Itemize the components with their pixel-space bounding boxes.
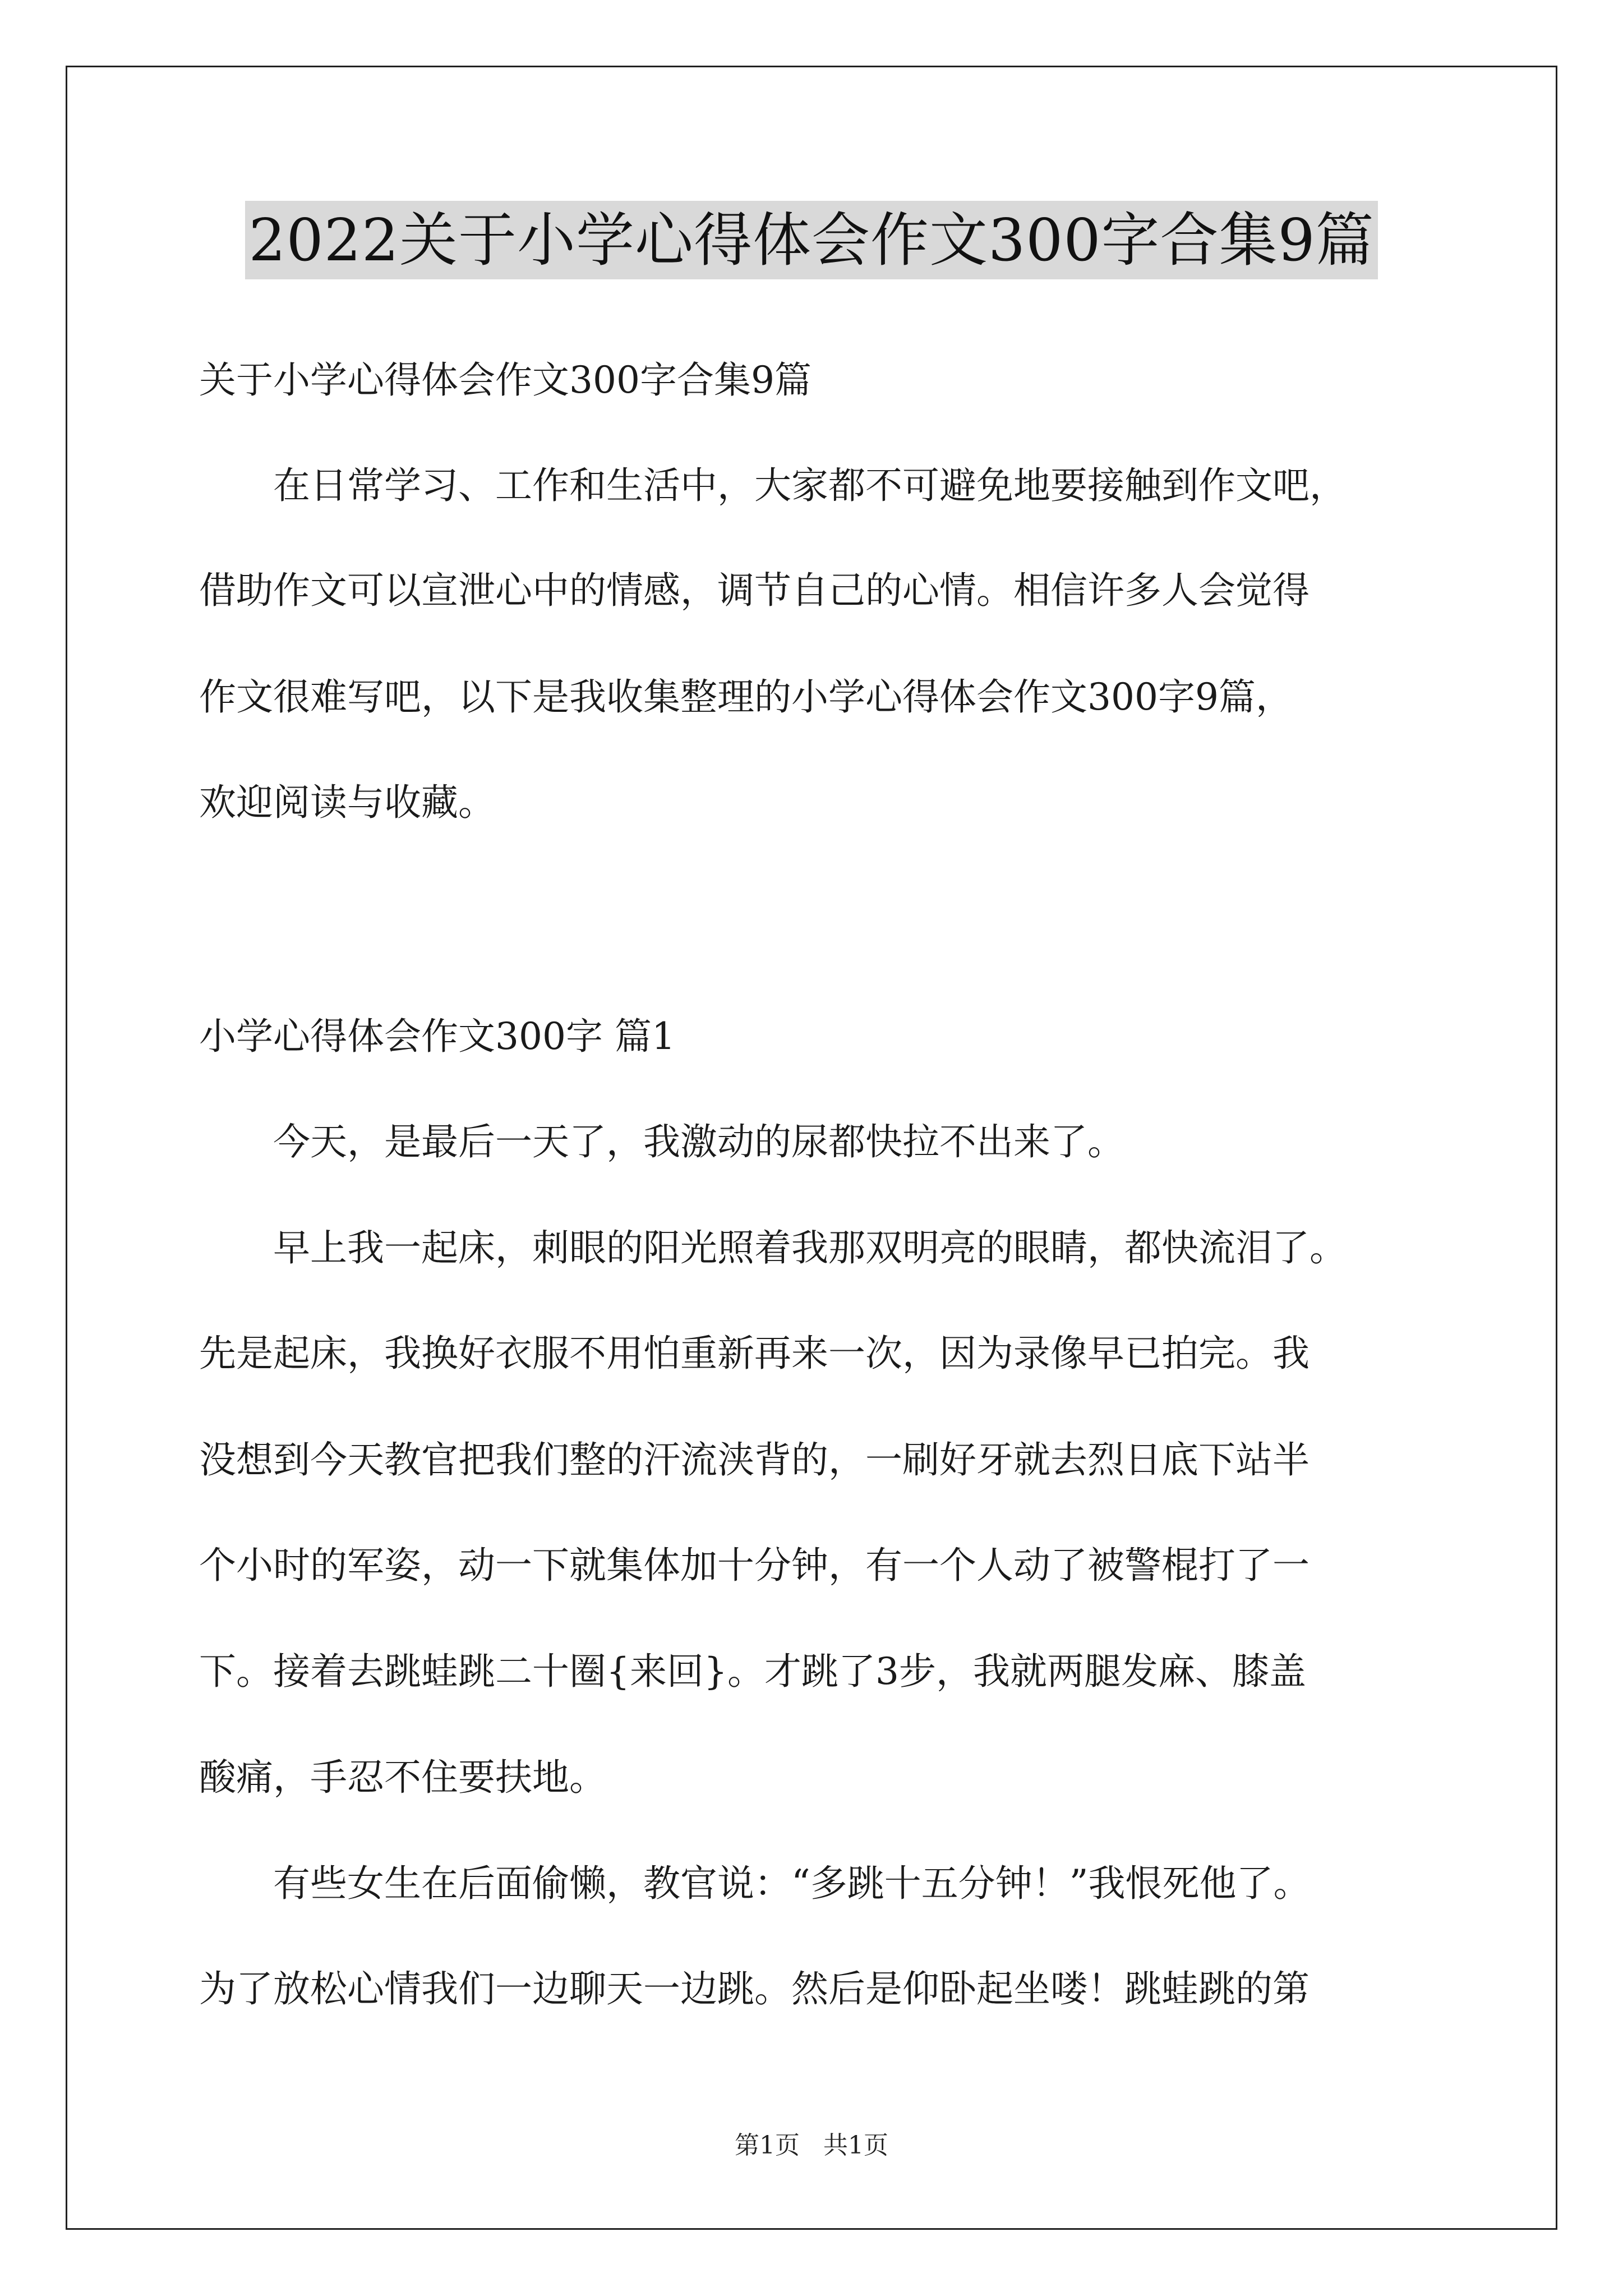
paragraph-line: 作文很难写吧，以下是我收集整理的小学心得体会作文300字9篇， <box>199 675 1293 719</box>
document-title: 2022关于小学心得体会作文300字合集9篇 <box>245 201 1377 279</box>
paragraph-line: 为了放松心情我们一边聊天一边跳。然后是仰卧起坐喽！跳蛙跳的第 <box>199 1967 1310 2010</box>
paragraph-line: 酸痛，手忍不住要扶地。 <box>199 1756 606 1799</box>
subtitle-line: 关于小学心得体会作文300字合集9篇 <box>199 358 811 402</box>
paragraph-line: 借助作文可以宣泄心中的情感，调节自己的心情。相信许多人会觉得 <box>199 569 1310 612</box>
paragraph-line: 在日常学习、工作和生活中，大家都不可避免地要接触到作文吧， <box>199 464 1347 507</box>
paragraph-line: 早上我一起床，刺眼的阳光照着我那双明亮的眼睛，都快流泪了。 <box>199 1226 1347 1269</box>
paragraph-line: 今天，是最后一天了，我激动的尿都快拉不出来了。 <box>199 1120 1124 1163</box>
page-total: 共1页 <box>823 2131 888 2160</box>
page-number: 第1页 <box>735 2131 800 2160</box>
page-footer <box>0 2132 1623 2160</box>
paragraph-line: 下。接着去跳蛙跳二十圈{来回}。才跳了3步，我就两腿发麻、膝盖 <box>199 1650 1306 1693</box>
paragraph-line: 没想到今天教官把我们整的汗流浃背的，一刷好牙就去烈日底下站半 <box>199 1438 1310 1481</box>
title-container <box>0 201 1623 279</box>
paragraph-line: 有些女生在后面偷懒，教官说：“多跳十五分钟！”我恨死他了。 <box>199 1862 1311 1905</box>
paragraph-line: 个小时的军姿，动一下就集体加十分钟，有一个人动了被警棍打了一 <box>199 1544 1310 1587</box>
paragraph-line: 先是起床，我换好衣服不用怕重新再来一次，因为录像早已拍完。我 <box>199 1332 1310 1375</box>
section-heading: 小学心得体会作文300字 篇1 <box>199 1015 675 1058</box>
paragraph-line: 欢迎阅读与收藏。 <box>199 781 495 824</box>
